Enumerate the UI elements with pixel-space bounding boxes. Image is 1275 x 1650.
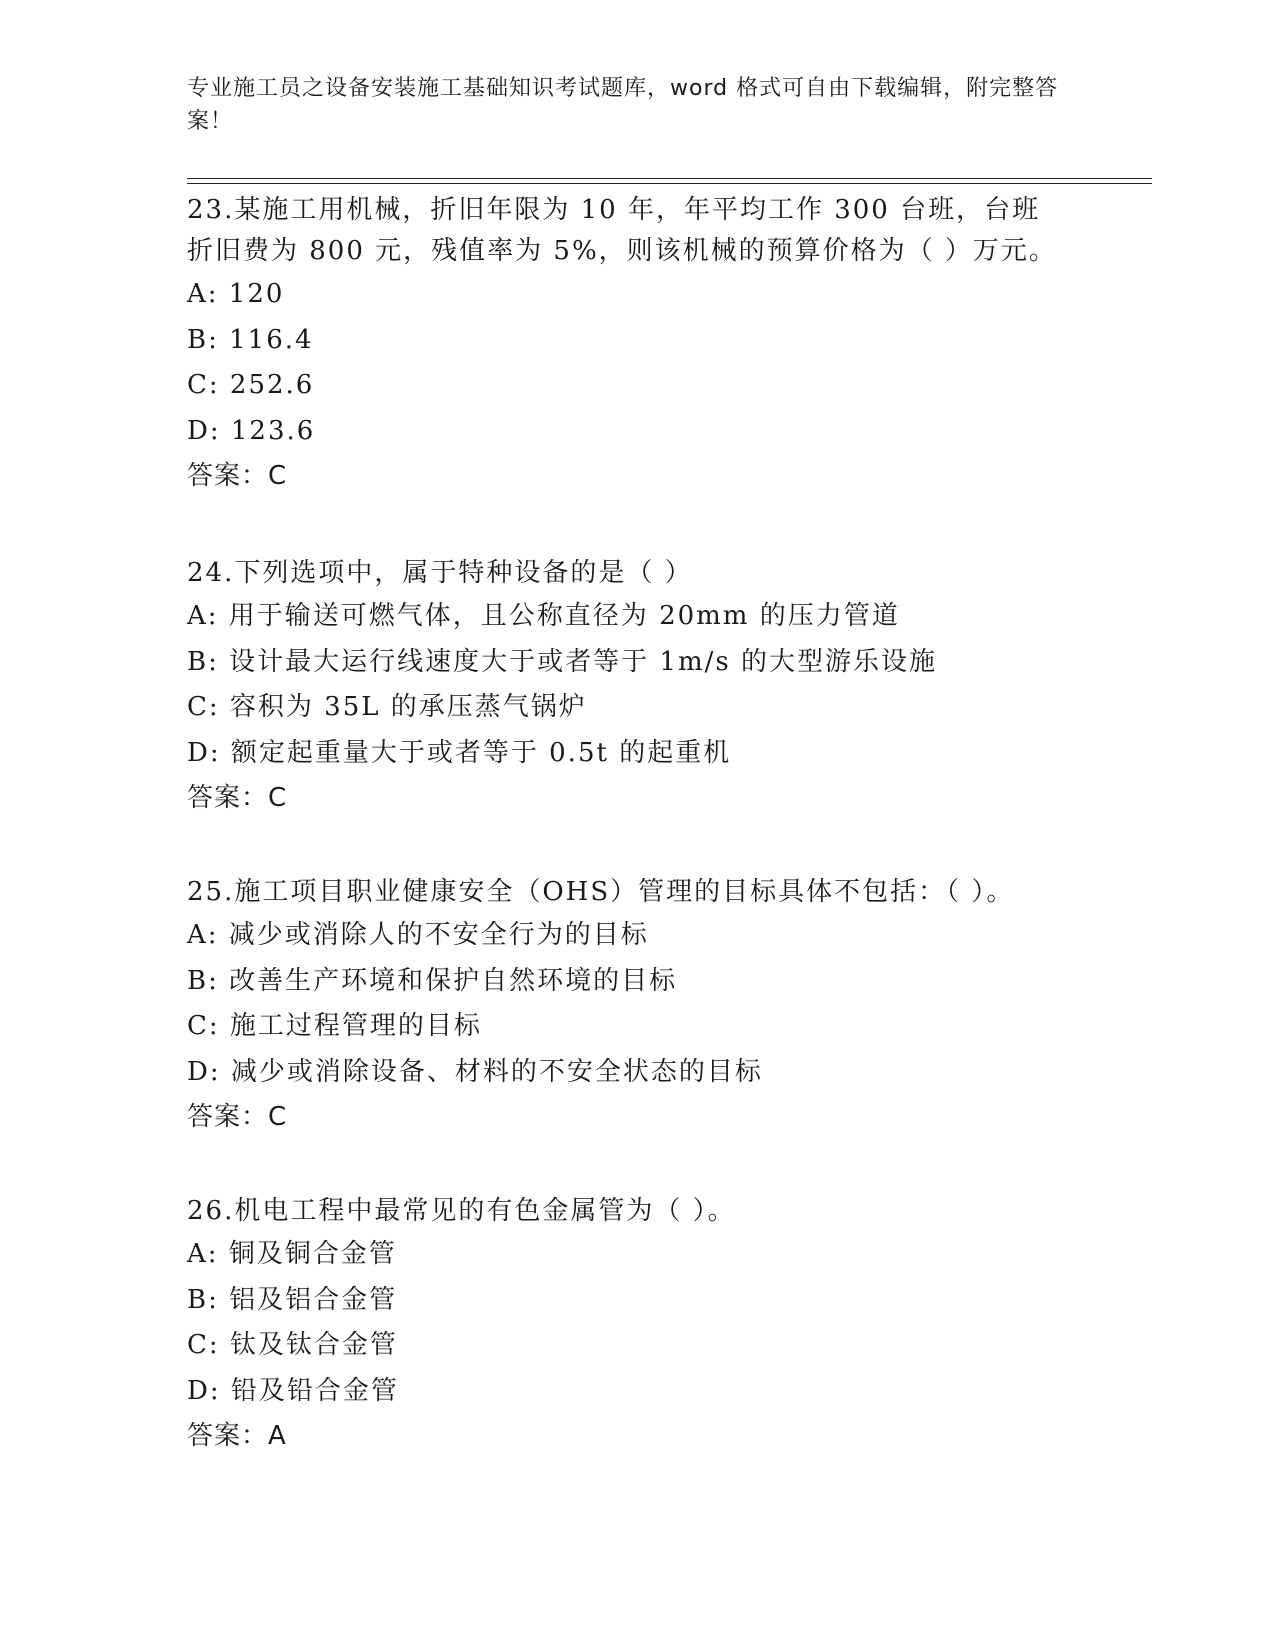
- question-stem: 26.机电工程中最常见的有色金属管为（ ）。: [187, 1196, 736, 1226]
- option-a: A: 用于输送可燃气体，且公称直径为 20mm 的压力管道: [187, 601, 900, 631]
- option-d: D: 123.6: [187, 415, 316, 446]
- answer-line: 答案：C: [187, 783, 288, 813]
- header-divider-bottom: [187, 183, 1152, 184]
- option-a: A: 减少或消除人的不安全行为的目标: [187, 920, 649, 950]
- option-c: C: 施工过程管理的目标: [187, 1011, 482, 1041]
- question-23: [187, 190, 1087, 498]
- option-b: B: 116.4: [187, 324, 314, 355]
- option-c: C: 容积为 35L 的承压蒸气锅炉: [187, 692, 587, 722]
- header-divider-top: [187, 178, 1152, 179]
- option-d: D: 减少或消除设备、材料的不安全状态的目标: [187, 1056, 763, 1087]
- question-stem: 23.某施工用机械，折旧年限为 10 年，年平均工作 300 台班，台班折旧费为 800 元，残值率为 5%，则该机械的预算价格为（ ）万元。: [187, 195, 1057, 266]
- option-a: A: 120: [187, 279, 285, 309]
- option-a: A: 铜及铜合金管: [187, 1239, 397, 1269]
- option-b: B: 改善生产环境和保护自然环境的目标: [187, 965, 678, 996]
- question-stem: 24.下列选项中，属于特种设备的是（ ）: [187, 558, 693, 588]
- question-26: [187, 1191, 1087, 1458]
- question-25: [187, 872, 1087, 1139]
- document-header: 专业施工员之设备安装施工基础知识考试题库，word 格式可自由下载编辑，附完整答案！: [187, 76, 1059, 134]
- option-c: C: 252.6: [187, 370, 315, 400]
- answer-line: 答案：A: [187, 1421, 287, 1451]
- option-b: B: 设计最大运行线速度大于或者等于 1m/s 的大型游乐设施: [187, 646, 937, 677]
- option-c: C: 钛及钛合金管: [187, 1330, 398, 1360]
- answer-line: 答案：C: [187, 1102, 288, 1132]
- question-24: [187, 553, 1087, 820]
- question-stem: 25.施工项目职业健康安全（OHS）管理的目标具体不包括：（ ）。: [187, 877, 1015, 907]
- option-d: D: 铅及铅合金管: [187, 1375, 399, 1406]
- option-d: D: 额定起重量大于或者等于 0.5t 的起重机: [187, 737, 732, 768]
- answer-line: 答案：C: [187, 461, 288, 491]
- option-b: B: 铝及铝合金管: [187, 1284, 398, 1315]
